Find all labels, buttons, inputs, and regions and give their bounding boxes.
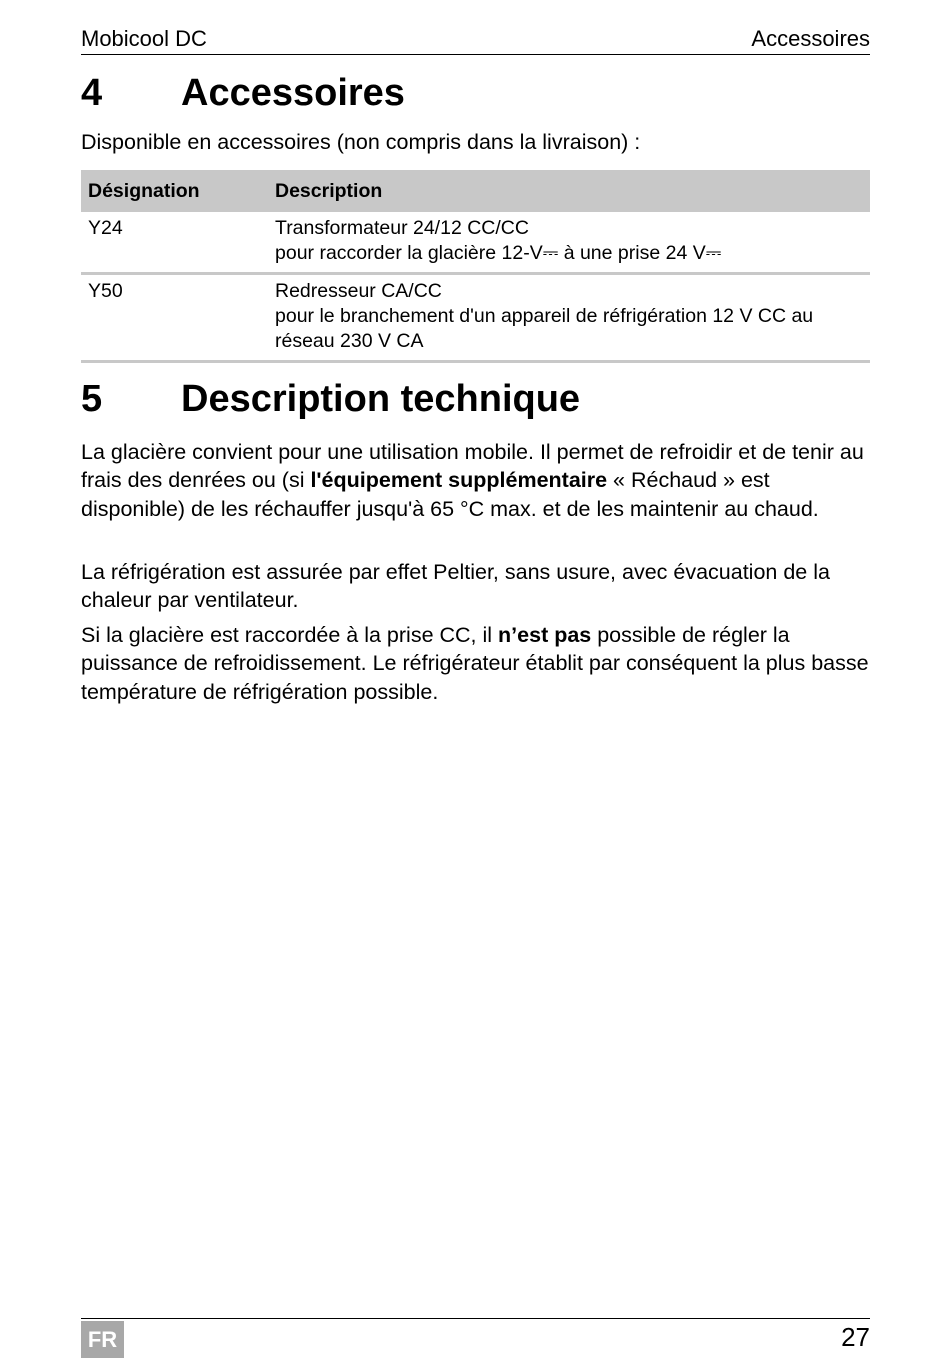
- language-badge: FR: [81, 1321, 124, 1358]
- section-5-heading: [81, 378, 580, 421]
- paragraph-3-bold: n’est pas: [498, 623, 592, 647]
- section-4-number: 4: [81, 72, 103, 114]
- paragraph-3: [81, 621, 870, 706]
- section-4-title: Accessoires: [181, 72, 405, 114]
- paragraph-1-bold: l'équipement supplémentaire: [310, 468, 608, 493]
- cell-description: [268, 212, 870, 274]
- cell-designation: Y50: [81, 274, 268, 362]
- description-line: réseau 230 V CA: [275, 330, 424, 352]
- description-line: pour le branchement d'un appareil de réfrigération 12 V CC au: [275, 305, 814, 327]
- page-number: 27: [841, 1322, 870, 1352]
- paragraph-3-text-b: possible de régler la puissance de refroidissement. Le réfrigérateur établit par conséquent la plus basse température de réfrigération possible.: [81, 623, 869, 704]
- cell-designation: Y24: [81, 212, 268, 274]
- paragraph-3-text-a: Si la glacière est raccordée à la prise CC, il: [81, 623, 499, 647]
- paragraph-2: La réfrigération est assurée par effet Peltier, sans usure, avec évacuation de la chaleur par ventilateur.: [81, 560, 830, 613]
- page-header: [81, 24, 870, 55]
- description-line: Redresseur CA/CC: [275, 280, 442, 302]
- header-product: Mobicool DC: [81, 26, 207, 51]
- column-header-designation: Désignation: [81, 170, 268, 212]
- header-chapter: Accessoires: [751, 26, 870, 51]
- table-header-row: [81, 170, 870, 212]
- paragraph-1-text-b: « Réchaud » est disponible) de les réchauffer jusqu'à 65 °C max. et de les maintenir au chaud.: [81, 468, 819, 521]
- section-4-intro: Disponible en accessoires (non compris dans la livraison) :: [81, 130, 641, 154]
- paragraph-1-text-a: La glacière convient pour une utilisation mobile. Il permet de refroidir et de tenir au frais des denrées ou (si: [81, 440, 864, 493]
- table-row: [81, 274, 870, 362]
- section-5-title: Description technique: [181, 378, 581, 420]
- cell-description: [268, 274, 870, 362]
- column-header-description: Description: [268, 170, 870, 212]
- description-line: pour raccorder la glacière 12-V⎓ à une prise 24 V⎓: [275, 242, 722, 264]
- footer-divider: [81, 1318, 870, 1319]
- description-line: Transformateur 24/12 CC/CC: [275, 217, 529, 239]
- table-row: [81, 212, 870, 274]
- section-5-number: 5: [81, 378, 103, 420]
- accessories-table: [81, 170, 870, 363]
- paragraph-1: [81, 438, 870, 523]
- section-4-heading: [81, 72, 405, 115]
